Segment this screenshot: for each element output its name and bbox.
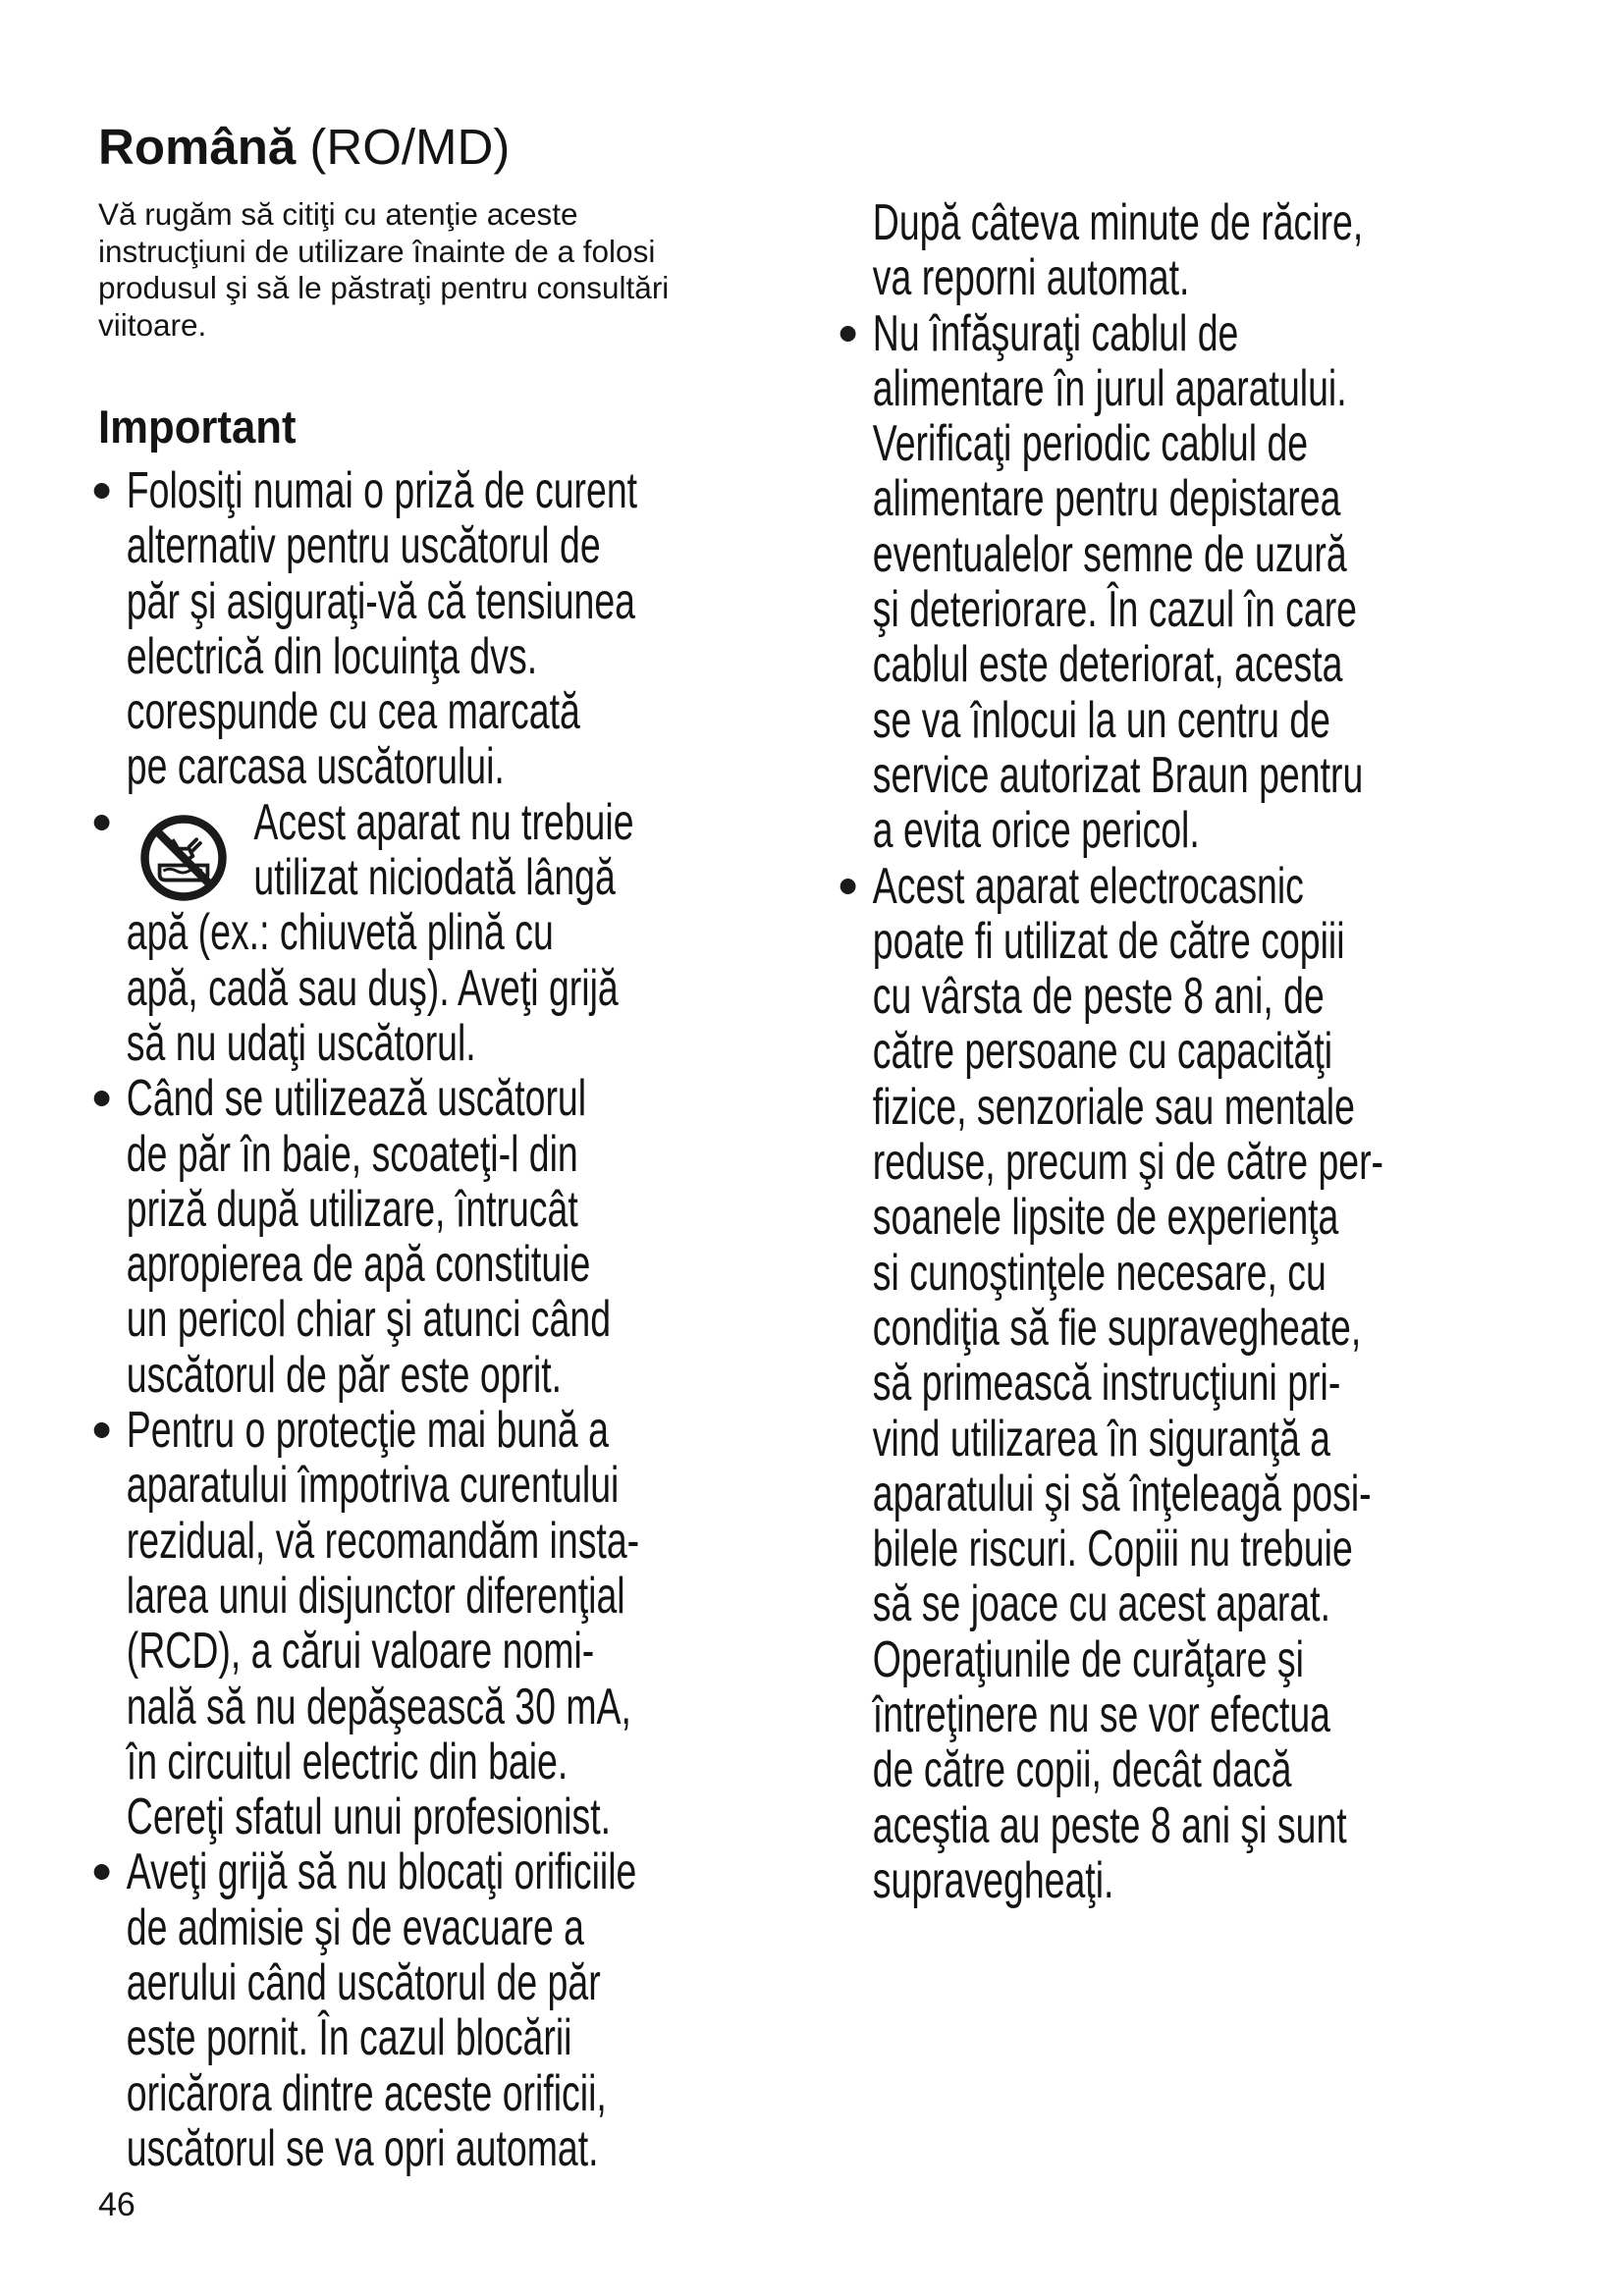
bullet-icon [94, 1422, 110, 1438]
text-line: apă, cadă sau duş). Aveţi grijă [126, 959, 619, 1017]
text-line: Aveţi grijă să nu blocaţi orificiile [126, 1843, 637, 1901]
text-line: utilizat niciodată lângă [253, 849, 616, 907]
text-line: aerului când uscătorul de păr [126, 1954, 601, 2012]
page-number: 46 [98, 2186, 135, 2223]
language-name: Română [98, 119, 297, 175]
text-line: apropierea de apă constituie [126, 1236, 591, 1294]
text-line: Acest aparat nu trebuie [253, 793, 634, 851]
text-line: eventualelor semne de uzură [872, 525, 1347, 583]
text-line: fizice, senzoriale sau mentale [872, 1078, 1355, 1136]
text-line: oricărora dintre aceste orificii, [126, 2064, 607, 2122]
text-line: larea unui disjunctor diferenţial [126, 1567, 625, 1625]
text-line: (RCD), a cărui valoare nomi- [126, 1623, 595, 1681]
bullet-icon [840, 879, 856, 894]
text-line: uscătorul de păr este oprit. [126, 1346, 563, 1404]
text-line: apă (ex.: chiuvetă plină cu [126, 904, 554, 962]
text-line: rezidual, vă recomandăm insta- [126, 1512, 640, 1570]
text-line: Nu înfăşuraţi cablul de [872, 304, 1239, 362]
text-line: supravegheaţi. [872, 1851, 1114, 1909]
list-item [98, 1844, 876, 2176]
bullet-icon [94, 815, 110, 830]
text-line: corespunde cu cea marcată [126, 683, 580, 741]
language-code: (RO/MD) [309, 119, 511, 175]
text-line: aceştia au peste 8 ani şi sunt [872, 1796, 1347, 1854]
text-line: cu vârsta de peste 8 ani, de [872, 968, 1325, 1026]
text-line: electrică din locuinţa dvs. [126, 627, 538, 685]
text-line: păr şi asiguraţi-vă că tensiunea [126, 572, 636, 630]
section-heading: Important [98, 400, 297, 453]
bullet-icon [94, 483, 110, 499]
list-item [98, 463, 876, 795]
text-line: Acest aparat electrocasnic [872, 857, 1304, 915]
page-title [98, 116, 510, 179]
text-line: şi deteriorare. În cazul în care [872, 581, 1357, 639]
text-line: va reporni automat. [872, 249, 1190, 307]
text-line: Operaţiunile de curăţare şi [872, 1630, 1304, 1688]
left-column [98, 463, 876, 2176]
text-line: pe carcasa uscătorului. [126, 738, 505, 796]
text-line: cablul este deteriorat, acesta [872, 636, 1343, 694]
text-line: aparatului şi să înţeleagă posi- [872, 1465, 1372, 1522]
text-line: vind utilizarea în siguranţă a [872, 1410, 1330, 1468]
text-line: Cereţi sfatul unui profesionist. [126, 1789, 612, 1846]
text-line: alimentare în jurul aparatului. [872, 359, 1347, 417]
text-line: de păr în baie, scoateţi-l din [126, 1125, 578, 1183]
text-line: alimentare pentru depistarea [872, 470, 1341, 528]
text-line: bilele riscuri. Copiii nu trebuie [872, 1521, 1353, 1578]
text-line: După câteva minute de răcire, [872, 194, 1364, 251]
text-line: către persoane cu capacităţi [872, 1023, 1333, 1081]
text-line: soanele lipsite de experienţa [872, 1189, 1339, 1247]
text-line: Când se utilizează uscătorul [126, 1070, 587, 1128]
text-line: de către copii, decât dacă [872, 1741, 1292, 1799]
text-line: uscătorul se va opri automat. [126, 2119, 599, 2177]
text-line: Verificaţi periodic cablul de [872, 415, 1309, 473]
text-line: reduse, precum şi de către per- [872, 1134, 1384, 1192]
list-item [844, 306, 1622, 859]
intro-line: produsul şi să le păstraţi pentru consultări [98, 270, 670, 305]
text-line: în circuitul electric din baie. [126, 1733, 568, 1790]
bullet-icon [94, 1091, 110, 1106]
bullet-icon [840, 326, 856, 342]
text-line: priză după utilizare, întrucât [126, 1180, 578, 1238]
list-item [98, 1071, 876, 1403]
text-line: Pentru o protecţie mai bună a [126, 1402, 609, 1460]
text-line: să se joace cu acest aparat. [872, 1575, 1330, 1633]
no-water-warning-icon [137, 812, 230, 904]
text-line: poate fi utilizat de către copiii [872, 912, 1345, 970]
intro-line: Vă rugăm să citiţi cu atenţie aceste [98, 196, 578, 232]
intro-line: viitoare. [98, 306, 207, 343]
bullet-icon [94, 1864, 110, 1880]
list-item [844, 859, 1622, 1909]
text-line: nală să nu depăşească 30 mA, [126, 1678, 631, 1735]
text-line: de admisie şi de evacuare a [126, 1898, 585, 1956]
intro-paragraph [98, 196, 805, 344]
text-line: este pornit. În cazul blocării [126, 2009, 572, 2067]
text-line: condiţia să fie supravegheate, [872, 1299, 1362, 1357]
text-line: să primească instrucţiuni pri- [872, 1355, 1341, 1413]
text-line: se va înlocui la un centru de [872, 691, 1331, 749]
text-line: alternativ pentru uscătorul de [126, 517, 601, 575]
list-item [98, 1403, 876, 1844]
text-line: a evita orice pericol. [872, 802, 1200, 860]
text-line: să nu udaţi uscătorul. [126, 1014, 476, 1072]
text-line: aparatului împotriva curentului [126, 1457, 620, 1515]
text-line: Folosiţi numai o priză de curent [126, 462, 638, 519]
text-line: si cunoştinţele necesare, cu [872, 1244, 1326, 1302]
text-line: un pericol chiar şi atunci când [126, 1291, 612, 1349]
intro-line: instrucţiuni de utilizare înainte de a folosi [98, 233, 656, 269]
text-line: întreţinere nu se vor efectua [872, 1686, 1330, 1744]
continuation-text [844, 195, 1622, 306]
text-line: service autorizat Braun pentru [872, 746, 1364, 804]
right-column [844, 195, 1622, 1908]
